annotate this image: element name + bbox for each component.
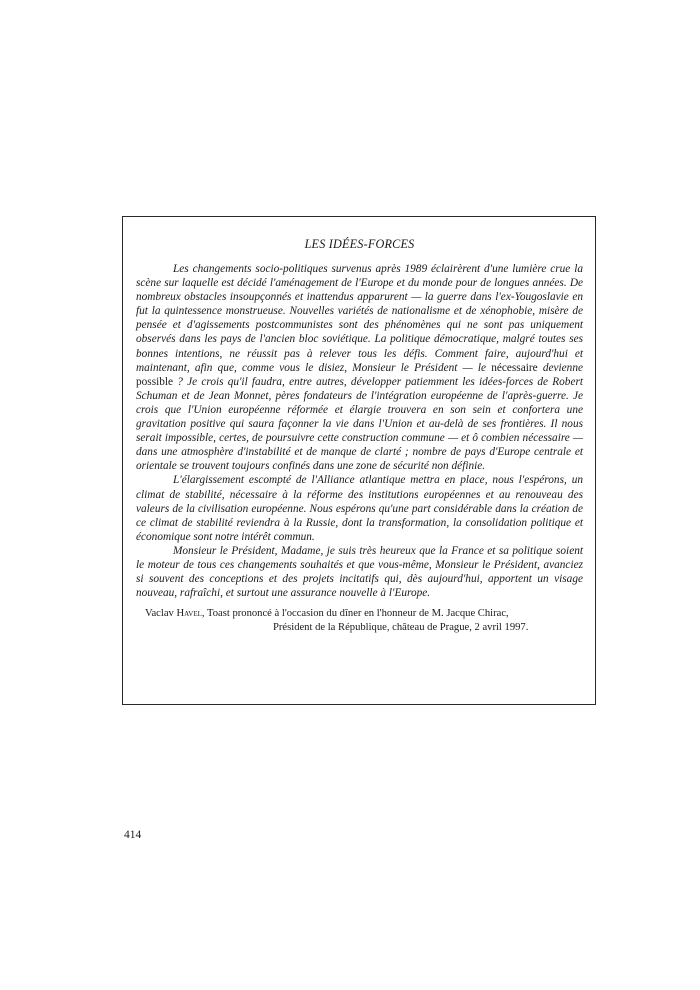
paragraph-1-roman-possible: possible: [136, 375, 174, 388]
box-title: LES IDÉES-FORCES: [304, 237, 415, 251]
paragraph-3: Monsieur le Président, Madame, je suis très heureux que la France et sa politique soient le moteur de tous ces changements souhaités et que vous-même, Monsieur le Président, avanciez si souvent des conceptions et des projets incitatifs qui, dès aujourd'hui, apportent un visage nouveau, rafraîchi, et surtout une assurance nouvelle à l'Europe.: [136, 544, 583, 600]
author-first-name: Vaclav: [145, 608, 177, 620]
paragraph-1-roman-necessaire: nécessaire: [491, 361, 538, 374]
attribution-line-1: [136, 607, 583, 621]
paragraph-2: L'élargissement escompté de l'Alliance atlantique mettra en place, nous l'espérons, un climat de stabilité, nécessaire à la réforme des institutions européennes et au renouveau des valeurs de la civilisation européenne. Nous espérons qu'une part considérable dans la création de ce climat de stabilité reviendra à la Russie, dont la transformation, la consolidation politique et économique sont notre intérêt commun.: [136, 474, 583, 543]
attribution: [136, 607, 583, 634]
attribution-line-2: Président de la République, château de Prague, 2 avril 1997.: [273, 621, 529, 633]
quote-box: [122, 216, 596, 705]
page-number: 414: [124, 829, 142, 841]
paragraph-1: [136, 262, 583, 473]
box-body: [136, 262, 583, 600]
paragraph-1-part3: ? Je crois qu'il faudra, entre autres, développer patiemment les idées-forces de Robert Schuman et de Jean Monnet, pères fondateurs de l'intégration européenne de l'après-guerre. Je crois que l'Union européenne réformée et élargie trouvera en son sein et confortera une gravitation positive qui saura façonner la vie dans l'Union et au-delà de ses frontières. Il nous serait impossible, certes, de poursuivre cette construction commune — et ô combien nécessaire — dans une atmosphère d'instabilité et de manque de clarté ; nombre de pays d'Europe centrale et orientale se trouvent toujours confinés dans une zone de sécurité non définie.: [136, 375, 583, 473]
author-last-name: Havel: [176, 608, 202, 620]
attribution-line-1-rest: , Toast prononcé à l'occasion du dîner en l'honneur de M. Jacque Chirac,: [201, 608, 509, 620]
paragraph-1-part2: devienne: [537, 361, 583, 374]
paragraph-1-part1: Les changements socio-politiques survenus après 1989 éclairèrent d'une lumière crue la scène sur laquelle est décidé l'aménagement de l'Europe et du monde pour de longues années. De nombreux obstacles insoupçonnés et inattendus apparurent — la guerre dans l'ex-Yougoslavie en fut la quintessence monstrueuse. Nouvelles variétés de nationalisme et de xénophobie, misère de pensée et d'agissements postcommunistes sont des phénomènes qui ne sont pas uniquement observés dans les pays de l'ancien bloc soviétique. La politique démocratique, malgré toutes ses bonnes intentions, ne réussit pas à relever tous les défis. Comment faire, aujourd'hui et maintenant, afin que, comme vous le disiez, Monsieur le Président — le: [136, 263, 583, 374]
